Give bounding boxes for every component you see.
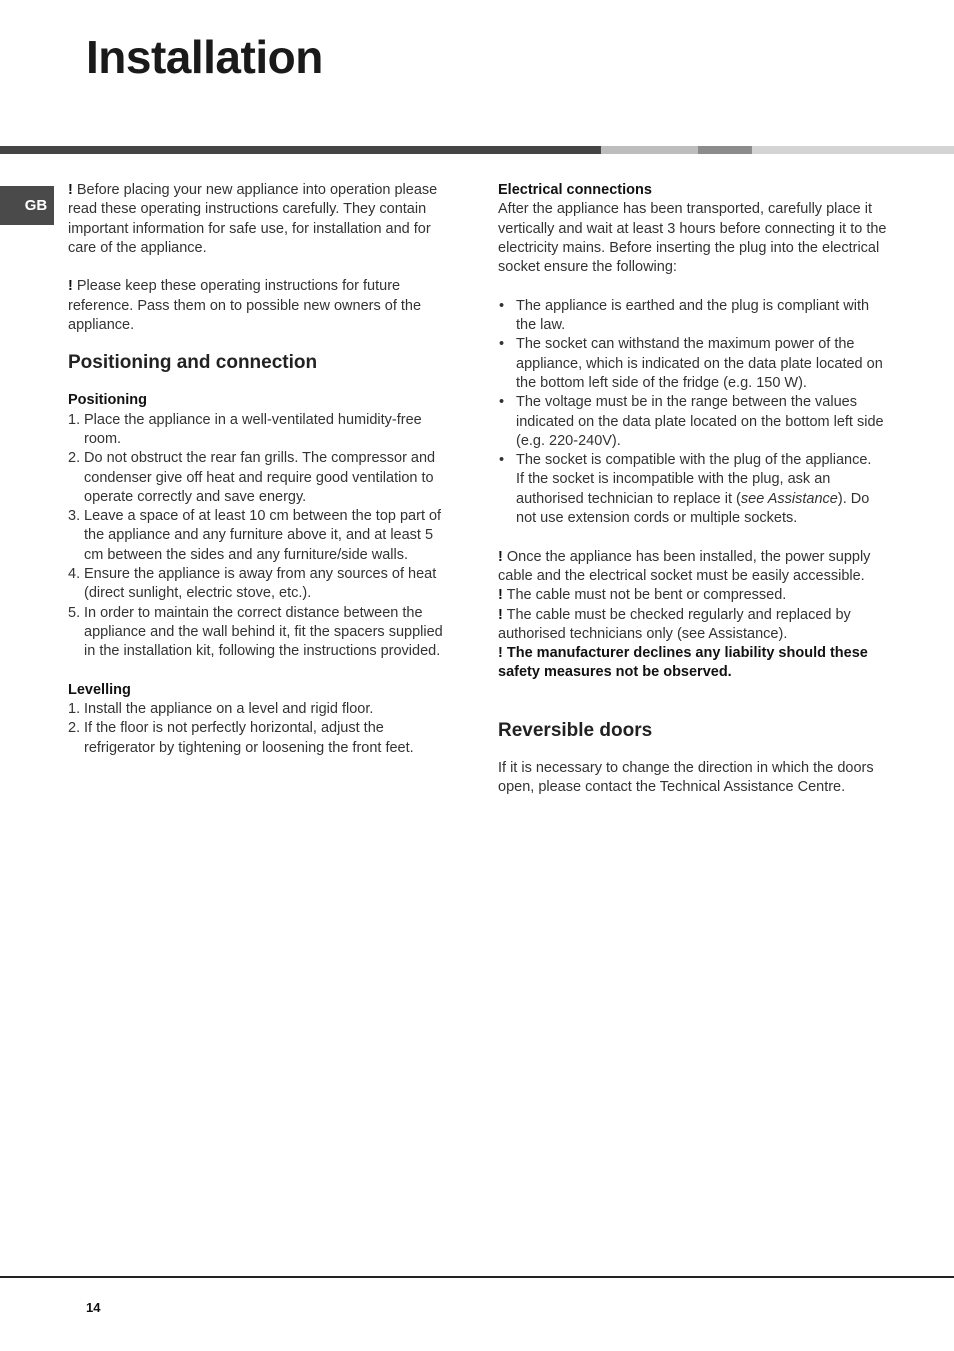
positioning-heading: Positioning — [68, 392, 147, 409]
section-heading-reversible-doors: Reversible doors — [498, 719, 653, 741]
list-item: 2. If the floor is not perfectly horizontal, adjust the refrigerator by tightening or loosening the front feet. — [68, 720, 414, 756]
list-item: 1. Place the appliance in a well-ventilated humidity-free room. — [68, 411, 422, 447]
page-number: 14 — [86, 1300, 101, 1315]
warning-accessible: ! Once the appliance has been installed, the power supply cable and the electrical socket must be easily accessible. — [498, 548, 871, 584]
exclamation-icon: ! — [68, 182, 73, 198]
positioning-steps — [68, 411, 454, 662]
safety-note-2 — [68, 277, 454, 335]
right-column — [498, 181, 888, 797]
warning-liability: ! The manufacturer declines any liability should these safety measures not be observed. — [498, 645, 868, 681]
list-item: 1. Install the appliance on a level and rigid floor. — [68, 701, 374, 718]
header-rule-mid — [698, 146, 752, 154]
exclamation-icon: ! — [68, 278, 73, 295]
left-column — [68, 181, 454, 758]
header-rule-pale — [752, 146, 954, 154]
list-item: 5. In order to maintain the correct distance between the appliance and the wall behind it, fit the spacers supplied in the installation kit, following the instructions provided. — [68, 604, 443, 660]
list-item: 2. Do not obstruct the rear fan grills. The compressor and condenser give off heat and require good ventilation to operate correctly and save energy. — [68, 450, 436, 505]
page-title: Installation — [86, 31, 323, 83]
header-rule-dark — [0, 146, 601, 154]
exclamation-icon: ! — [498, 645, 503, 662]
safety-note-1-text: Before placing your new appliance into operation please read these operating instructions carefully. They contain important information for safe use, for installation and for care of the appliance. — [68, 182, 438, 256]
language-tab: GB — [0, 186, 54, 225]
warning-cable-check: ! The cable must be checked regularly and replaced by authorised technicians only (see Assistance). — [498, 606, 851, 642]
exclamation-icon: ! — [498, 587, 503, 604]
electrical-heading: Electrical connections — [498, 182, 652, 198]
list-item: 3. Leave a space of at least 10 cm between the top part of the appliance and any furniture above it, and at least 5 cm between the sides and any furniture/side walls. — [68, 508, 442, 563]
list-item: • The voltage must be in the range between the values indicated on the data plate located on the bottom left side (e.g. 220-240V). — [499, 394, 884, 449]
see-assistance-reference: see Assistance — [740, 490, 838, 507]
electrical-intro: After the appliance has been transported, carefully place it vertically and wait at least 3 hours before connecting it to the electricity mains. Before inserting the plug into the electrical socket ensure the following: — [498, 201, 887, 276]
header-rule-light — [601, 146, 698, 154]
warning-cable-bent: ! The cable must not be bent or compressed. — [498, 587, 787, 604]
exclamation-icon: ! — [498, 548, 503, 565]
list-item: • The socket is compatible with the plug of the appliance. If the socket is incompatible with the plug, ask an authorised technician to replace it (see Assistance). Do not use extension cords or multiple sockets. — [499, 452, 872, 527]
safety-note-2-text: Please keep these operating instructions for future reference. Pass them on to possible new owners of the appliance. — [68, 278, 422, 334]
levelling-heading: Levelling — [68, 681, 131, 698]
footer-rule — [0, 1276, 954, 1278]
section-heading-positioning-connection: Positioning and connection — [68, 352, 318, 374]
safety-note-1 — [68, 181, 454, 258]
levelling-steps — [68, 700, 454, 758]
electrical-checklist — [498, 297, 888, 529]
reversible-doors-text: If it is necessary to change the direction in which the doors open, please contact the Technical Assistance Centre. — [498, 759, 874, 796]
list-item: • The appliance is earthed and the plug is compliant with the law. — [499, 297, 870, 334]
list-item: 4. Ensure the appliance is away from any sources of heat (direct sunlight, electric stove, etc.). — [68, 566, 437, 602]
exclamation-icon: ! — [498, 606, 503, 623]
list-item: • The socket can withstand the maximum power of the appliance, which is indicated on the data plate located on the bottom left side of the fridge (e.g. 150 W). — [499, 336, 883, 391]
